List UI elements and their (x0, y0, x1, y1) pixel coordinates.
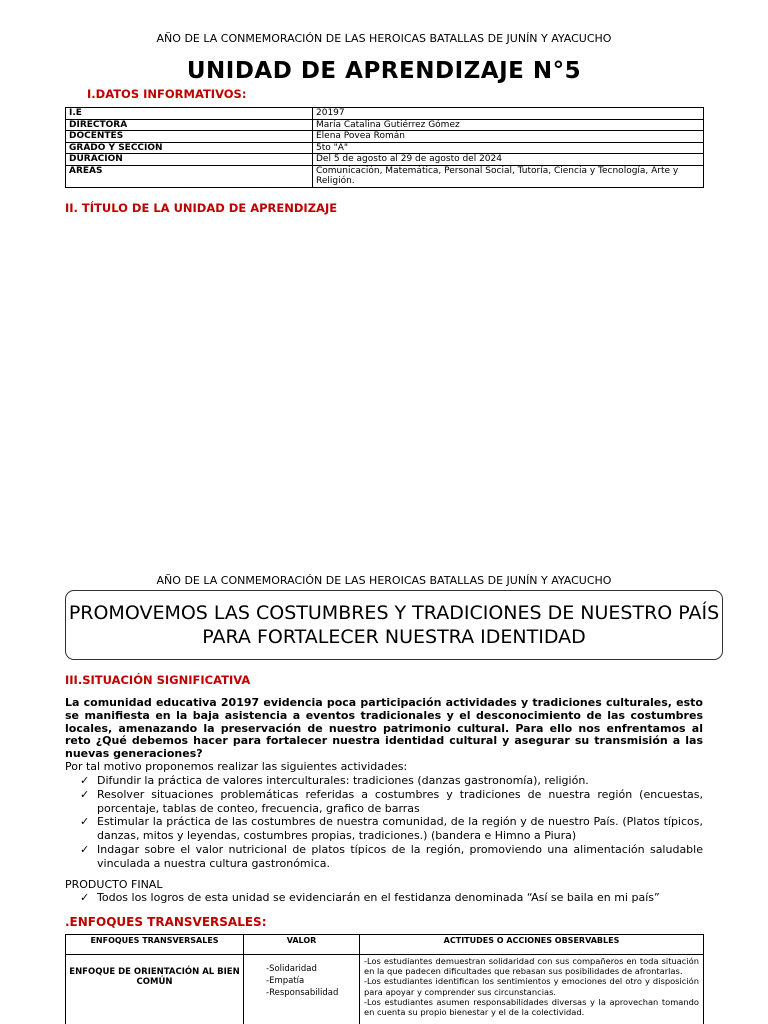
activities-intro: Por tal motivo proponemos realizar las siguientes actividades: (65, 760, 408, 773)
info-table (65, 107, 704, 188)
enfoque-name: ENFOQUE DE ORIENTACIÓN AL BIEN COMÚN (66, 955, 244, 1024)
activity-item: ✓ Indagar sobre el valor nutricional de platos típicos de la región, promoviendo una alimentación saludable vinculada a nuestra cultura gastronómica. (80, 842, 703, 870)
activity-item: ✓ Estimular la práctica de las costumbres de nuestra comunidad, de la región y de nuestro País. (Platos típicos, danzas, mitos y leyendas, costumbres propias, tradiciones.) (bandera e Himno a Piura) (80, 815, 703, 843)
check-icon: ✓ (80, 774, 90, 787)
actitud-item: -Los estudiantes asumen responsabilidades diversas y la aprovechan tomando en cuenta su propio bienestar y el de la colectividad. (364, 996, 699, 1018)
enfoque-row (66, 955, 704, 1024)
enfoques-header-col1: ENFOQUES TRANSVERSALES (66, 935, 244, 955)
section-titulo-unidad-title: II. TÍTULO DE LA UNIDAD DE APRENDIZAJE (65, 201, 338, 215)
check-icon: ✓ (80, 891, 90, 904)
enfoque-actitudes (360, 955, 704, 1024)
info-row (66, 131, 704, 143)
info-row (66, 165, 704, 187)
actitud-item: -Los estudiantes demuestran solidaridad con sus compañeros en toda situación en la que padecen dificultades que rebasan sus posibilidades de afrontarlas. (364, 956, 699, 977)
info-row (66, 119, 704, 131)
unit-title-box (65, 590, 723, 660)
info-row (66, 154, 704, 166)
unit-title: PROMOVEMOS LAS COSTUMBRES Y TRADICIONES DE NUESTRO PAÍS PARA FORTALECER NUESTRA IDENTIDAD (68, 602, 720, 648)
check-icon: ✓ (80, 815, 90, 829)
info-key: AREAS (66, 165, 313, 187)
info-key: DIRECTORA (66, 119, 313, 131)
check-icon: ✓ (80, 787, 90, 801)
info-key: I.E (66, 108, 313, 120)
actitud-item: -Los estudiantes identifican los sentimientos y emociones del otro y disposición para apoyar y comprender sus circunstancias. (364, 976, 699, 997)
section-situacion-title: III.SITUACIÓN SIGNIFICATIVA (65, 673, 251, 687)
info-key: GRADO Y SECCION (66, 142, 313, 154)
info-row (66, 108, 704, 120)
activity-item: ✓ Resolver situaciones problemáticas referidas a costumbres y tradiciones de nuestra región (encuestas, porcentaje, tablas de conteo, frecuencia, grafico de barras (80, 787, 703, 815)
product-list (80, 891, 703, 905)
info-key: DURACION (66, 154, 313, 166)
page-header-text-2: AÑO DE LA CONMEMORACIÓN DE LAS HEROICAS BATALLAS DE JUNÍN Y AYACUCHO (156, 574, 612, 587)
situation-paragraph: La comunidad educativa 20197 evidencia poca participación actividades y tradiciones culturales, esto se manifiesta en la baja asistencia a eventos tradicionales y el desconocimiento de las costumbres locales, amenazando la preservación de nuestro patrimonio cultural. Para ello nos enfrentamos al reto ¿Qué debemos hacer para fortalecer nuestra identidad cultural y asegurar su transmisión a las nuevas generaciones? (65, 696, 703, 761)
check-icon: ✓ (80, 842, 90, 856)
enfoques-table (65, 934, 704, 1024)
info-value: María Catalina Gutiérrez Gómez (313, 119, 704, 131)
section-enfoques-title: .ENFOQUES TRANSVERSALES: (65, 915, 267, 929)
info-value: 5to "A" (313, 142, 704, 154)
enfoque-valores (244, 955, 360, 1024)
info-key: DOCENTES (66, 131, 313, 143)
info-row (66, 142, 704, 154)
activity-item: ✓ Difundir la práctica de valores interculturales: tradiciones (danzas gastronomía), religión. (80, 774, 589, 787)
valor-item: -Responsabilidad (266, 988, 339, 998)
enfoques-header-col2: VALOR (244, 935, 360, 955)
product-label: PRODUCTO FINAL (65, 878, 163, 891)
valor-item: -Solidaridad (266, 964, 317, 974)
page-header-text: AÑO DE LA CONMEMORACIÓN DE LAS HEROICAS BATALLAS DE JUNÍN Y AYACUCHO (156, 32, 612, 45)
info-value: Elena Povea Román (313, 131, 704, 143)
info-value: Comunicación, Matemática, Personal Social, Tutoría, Ciencia y Tecnología, Arte y Religión. (313, 165, 704, 187)
valor-item: -Empatía (266, 976, 305, 986)
activities-list (80, 774, 703, 871)
info-value: 20197 (313, 108, 704, 120)
info-value: Del 5 de agosto al 29 de agosto del 2024 (313, 154, 704, 166)
product-item: ✓ Todos los logros de esta unidad se evidenciarán en el festidanza denominada “Así se baila en mi país” (80, 891, 660, 904)
section-datos-informativos-title: I.DATOS INFORMATIVOS: (87, 87, 247, 101)
page-title: UNIDAD DE APRENDIZAJE N°5 (186, 58, 582, 84)
enfoques-header-col3: ACTITUDES O ACCIONES OBSERVABLES (360, 935, 704, 955)
